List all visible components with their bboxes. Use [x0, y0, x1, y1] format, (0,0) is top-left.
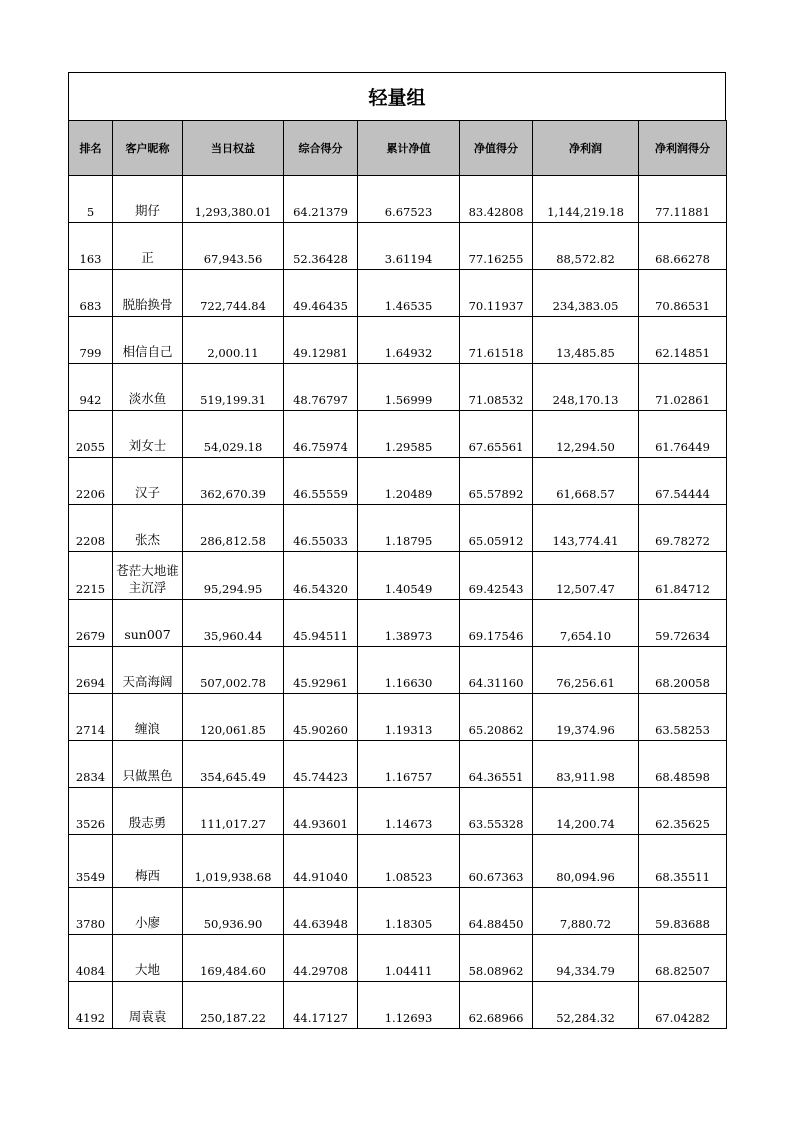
equity-cell: 35,960.44	[183, 600, 284, 647]
rank-cell: 799	[69, 317, 113, 364]
total-score-cell: 46.75974	[284, 411, 358, 458]
nickname-cell: 梅西	[113, 835, 183, 888]
net-profit-score-cell: 68.66278	[639, 223, 727, 270]
total-score-cell: 44.93601	[284, 788, 358, 835]
net-value-cell: 1.46535	[358, 270, 460, 317]
total-score-cell: 46.54320	[284, 552, 358, 600]
net-profit-score-cell: 68.35511	[639, 835, 727, 888]
net-profit-score-cell: 77.11881	[639, 176, 727, 223]
rank-cell: 3780	[69, 888, 113, 935]
net-profit-cell: 12,507.47	[533, 552, 639, 600]
net-value-score-cell: 69.17546	[460, 600, 533, 647]
nickname-cell: 淡水鱼	[113, 364, 183, 411]
net-profit-cell: 61,668.57	[533, 458, 639, 505]
nickname-cell: 周袁袁	[113, 982, 183, 1029]
net-profit-cell: 88,572.82	[533, 223, 639, 270]
rank-cell: 163	[69, 223, 113, 270]
total-score-cell: 49.46435	[284, 270, 358, 317]
net-value-score-cell: 58.08962	[460, 935, 533, 982]
net-profit-score-cell: 67.54444	[639, 458, 727, 505]
total-score-cell: 45.92961	[284, 647, 358, 694]
net-value-score-cell: 65.05912	[460, 505, 533, 552]
equity-cell: 67,943.56	[183, 223, 284, 270]
net-profit-cell: 7,654.10	[533, 600, 639, 647]
nickname-cell: sun007	[113, 600, 183, 647]
net-profit-score-cell: 61.76449	[639, 411, 727, 458]
table-row	[69, 935, 727, 982]
equity-cell: 1,019,938.68	[183, 835, 284, 888]
rank-cell: 2055	[69, 411, 113, 458]
nickname-cell: 大地	[113, 935, 183, 982]
net-profit-cell: 80,094.96	[533, 835, 639, 888]
net-value-score-cell: 67.65561	[460, 411, 533, 458]
rank-cell: 942	[69, 364, 113, 411]
nickname-cell: 相信自己	[113, 317, 183, 364]
table-row	[69, 647, 727, 694]
equity-cell: 120,061.85	[183, 694, 284, 741]
total-score-cell: 44.91040	[284, 835, 358, 888]
net-value-score-cell: 64.88450	[460, 888, 533, 935]
total-score-cell: 45.94511	[284, 600, 358, 647]
net-value-cell: 1.16630	[358, 647, 460, 694]
net-profit-cell: 14,200.74	[533, 788, 639, 835]
total-score-cell: 45.74423	[284, 741, 358, 788]
net-value-cell: 1.08523	[358, 835, 460, 888]
net-profit-cell: 83,911.98	[533, 741, 639, 788]
net-profit-score-cell: 68.20058	[639, 647, 727, 694]
equity-cell: 250,187.22	[183, 982, 284, 1029]
net-profit-score-cell: 68.82507	[639, 935, 727, 982]
total-score-cell: 52.36428	[284, 223, 358, 270]
column-header: 净值得分	[460, 121, 533, 176]
equity-cell: 507,002.78	[183, 647, 284, 694]
table-row	[69, 835, 727, 888]
column-header: 当日权益	[183, 121, 284, 176]
net-profit-cell: 94,334.79	[533, 935, 639, 982]
rank-cell: 4084	[69, 935, 113, 982]
table-row	[69, 741, 727, 788]
column-header: 排名	[69, 121, 113, 176]
rank-cell: 2714	[69, 694, 113, 741]
table-row	[69, 317, 727, 364]
column-header: 客户昵称	[113, 121, 183, 176]
nickname-cell: 刘女士	[113, 411, 183, 458]
nickname-cell: 张杰	[113, 505, 183, 552]
total-score-cell: 64.21379	[284, 176, 358, 223]
equity-cell: 111,017.27	[183, 788, 284, 835]
net-profit-score-cell: 59.72634	[639, 600, 727, 647]
rank-cell: 2206	[69, 458, 113, 505]
net-value-cell: 1.40549	[358, 552, 460, 600]
net-value-cell: 1.38973	[358, 600, 460, 647]
net-profit-cell: 1,144,219.18	[533, 176, 639, 223]
total-score-cell: 49.12981	[284, 317, 358, 364]
table-row	[69, 982, 727, 1029]
net-value-score-cell: 60.67363	[460, 835, 533, 888]
equity-cell: 519,199.31	[183, 364, 284, 411]
column-header: 综合得分	[284, 121, 358, 176]
net-value-score-cell: 71.61518	[460, 317, 533, 364]
net-profit-cell: 7,880.72	[533, 888, 639, 935]
total-score-cell: 45.90260	[284, 694, 358, 741]
rank-cell: 683	[69, 270, 113, 317]
net-profit-cell: 76,256.61	[533, 647, 639, 694]
table-row	[69, 552, 727, 600]
rank-cell: 4192	[69, 982, 113, 1029]
net-profit-score-cell: 71.02861	[639, 364, 727, 411]
net-value-score-cell: 62.68966	[460, 982, 533, 1029]
table-row	[69, 176, 727, 223]
net-value-cell: 1.16757	[358, 741, 460, 788]
rank-cell: 2215	[69, 552, 113, 600]
net-value-cell: 1.20489	[358, 458, 460, 505]
net-value-cell: 1.29585	[358, 411, 460, 458]
nickname-cell: 期仔	[113, 176, 183, 223]
column-header: 净利润	[533, 121, 639, 176]
table-row	[69, 458, 727, 505]
net-profit-cell: 19,374.96	[533, 694, 639, 741]
table-row	[69, 788, 727, 835]
total-score-cell: 44.63948	[284, 888, 358, 935]
net-value-cell: 1.19313	[358, 694, 460, 741]
nickname-cell: 小廖	[113, 888, 183, 935]
net-profit-score-cell: 62.35625	[639, 788, 727, 835]
nickname-cell: 正	[113, 223, 183, 270]
net-value-cell: 1.12693	[358, 982, 460, 1029]
table-body	[69, 176, 727, 1029]
rank-cell: 2679	[69, 600, 113, 647]
net-profit-score-cell: 62.14851	[639, 317, 727, 364]
net-profit-score-cell: 69.78272	[639, 505, 727, 552]
sheet-title: 轻量组	[68, 72, 726, 120]
equity-cell: 722,744.84	[183, 270, 284, 317]
table-row	[69, 411, 727, 458]
table-row	[69, 505, 727, 552]
net-value-score-cell: 63.55328	[460, 788, 533, 835]
net-value-score-cell: 65.57892	[460, 458, 533, 505]
net-value-score-cell: 83.42808	[460, 176, 533, 223]
total-score-cell: 48.76797	[284, 364, 358, 411]
equity-cell: 169,484.60	[183, 935, 284, 982]
net-value-cell: 1.18795	[358, 505, 460, 552]
total-score-cell: 46.55559	[284, 458, 358, 505]
nickname-cell: 脱胎换骨	[113, 270, 183, 317]
equity-cell: 362,670.39	[183, 458, 284, 505]
rank-cell: 5	[69, 176, 113, 223]
net-value-score-cell: 77.16255	[460, 223, 533, 270]
net-profit-cell: 143,774.41	[533, 505, 639, 552]
equity-cell: 95,294.95	[183, 552, 284, 600]
ranking-sheet	[68, 72, 726, 1029]
net-value-cell: 1.04411	[358, 935, 460, 982]
table-row	[69, 270, 727, 317]
net-profit-score-cell: 70.86531	[639, 270, 727, 317]
table-row	[69, 223, 727, 270]
net-profit-cell: 13,485.85	[533, 317, 639, 364]
equity-cell: 54,029.18	[183, 411, 284, 458]
net-profit-score-cell: 59.83688	[639, 888, 727, 935]
nickname-cell: 只做黑色	[113, 741, 183, 788]
rank-cell: 3549	[69, 835, 113, 888]
net-value-score-cell: 64.36551	[460, 741, 533, 788]
equity-cell: 286,812.58	[183, 505, 284, 552]
net-value-cell: 1.56999	[358, 364, 460, 411]
equity-cell: 50,936.90	[183, 888, 284, 935]
equity-cell: 1,293,380.01	[183, 176, 284, 223]
rank-cell: 2694	[69, 647, 113, 694]
net-value-score-cell: 69.42543	[460, 552, 533, 600]
net-profit-score-cell: 68.48598	[639, 741, 727, 788]
ranking-table	[68, 120, 727, 1029]
table-row	[69, 888, 727, 935]
net-profit-cell: 248,170.13	[533, 364, 639, 411]
net-value-score-cell: 65.20862	[460, 694, 533, 741]
table-row	[69, 364, 727, 411]
equity-cell: 2,000.11	[183, 317, 284, 364]
column-header: 累计净值	[358, 121, 460, 176]
net-profit-cell: 234,383.05	[533, 270, 639, 317]
nickname-cell: 苍茫大地谁主沉浮	[113, 552, 183, 600]
net-profit-score-cell: 61.84712	[639, 552, 727, 600]
net-value-score-cell: 70.11937	[460, 270, 533, 317]
rank-cell: 3526	[69, 788, 113, 835]
net-profit-cell: 12,294.50	[533, 411, 639, 458]
nickname-cell: 汉子	[113, 458, 183, 505]
rank-cell: 2834	[69, 741, 113, 788]
rank-cell: 2208	[69, 505, 113, 552]
net-value-cell: 3.61194	[358, 223, 460, 270]
net-value-score-cell: 71.08532	[460, 364, 533, 411]
net-value-cell: 1.18305	[358, 888, 460, 935]
table-row	[69, 694, 727, 741]
net-profit-cell: 52,284.32	[533, 982, 639, 1029]
nickname-cell: 天高海阔	[113, 647, 183, 694]
net-value-cell: 1.64932	[358, 317, 460, 364]
total-score-cell: 46.55033	[284, 505, 358, 552]
net-value-score-cell: 64.31160	[460, 647, 533, 694]
equity-cell: 354,645.49	[183, 741, 284, 788]
table-row	[69, 600, 727, 647]
total-score-cell: 44.29708	[284, 935, 358, 982]
net-value-cell: 6.67523	[358, 176, 460, 223]
column-header: 净利润得分	[639, 121, 727, 176]
net-profit-score-cell: 63.58253	[639, 694, 727, 741]
net-value-cell: 1.14673	[358, 788, 460, 835]
nickname-cell: 缠浪	[113, 694, 183, 741]
net-profit-score-cell: 67.04282	[639, 982, 727, 1029]
nickname-cell: 殷志勇	[113, 788, 183, 835]
total-score-cell: 44.17127	[284, 982, 358, 1029]
header-row	[69, 121, 727, 176]
